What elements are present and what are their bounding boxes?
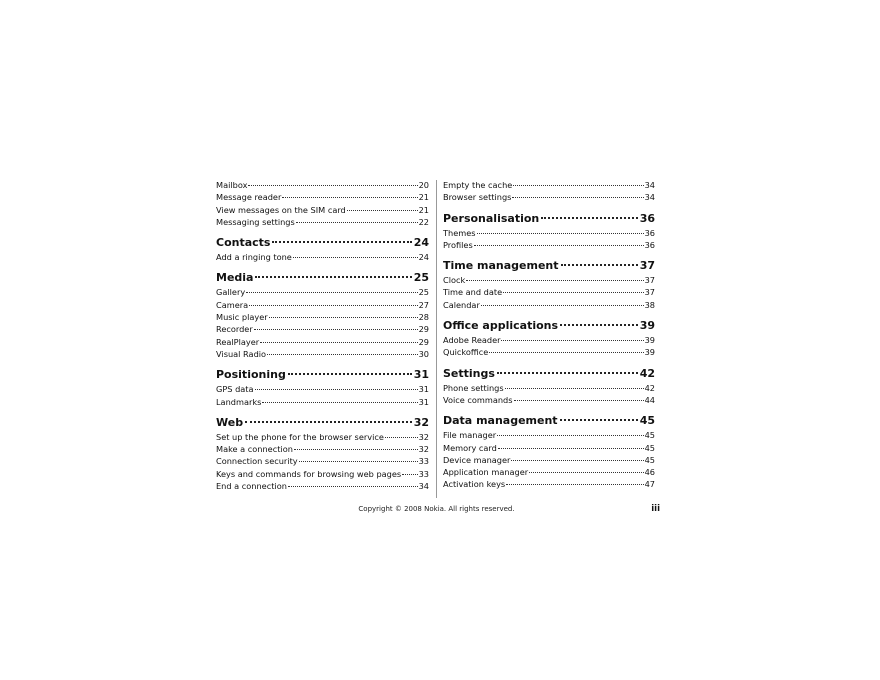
toc-entry-page-number: 30	[418, 348, 429, 359]
toc-section-heading-title: Personalisation	[443, 211, 540, 225]
dot-leader	[477, 233, 644, 234]
toc-entry-page-number: 36	[644, 239, 655, 250]
toc-entry-title: Add a ringing tone	[216, 252, 292, 263]
dot-leader	[529, 472, 643, 473]
toc-entry-title: Connection security	[216, 456, 298, 467]
dot-leader	[489, 352, 643, 353]
toc-entry-page-number: 21	[418, 204, 429, 215]
dot-leader	[296, 222, 418, 223]
dot-leader	[249, 305, 417, 306]
toc-section-heading-title: Data management	[443, 414, 558, 428]
toc-entry-page-number: 22	[418, 216, 429, 227]
dot-leader	[402, 474, 417, 475]
toc-entry[interactable]	[216, 286, 429, 298]
toc-entry-page-number: 37	[644, 275, 655, 286]
toc-entry-title: Make a connection	[216, 444, 293, 455]
toc-entry-page-number: 39	[644, 347, 655, 358]
dot-leader	[282, 197, 417, 198]
dot-leader	[560, 419, 638, 421]
toc-entry[interactable]	[216, 191, 429, 203]
toc-entry-title: Adobe Reader	[443, 335, 501, 346]
toc-section-heading[interactable]	[443, 318, 655, 333]
toc-entry-title: Visual Radio	[216, 348, 267, 359]
toc-entry-title: Set up the phone for the browser service	[216, 431, 384, 442]
toc-entry[interactable]	[443, 286, 655, 298]
dot-leader	[541, 217, 637, 219]
toc-section-heading-page-number: 37	[639, 259, 655, 273]
dot-leader	[505, 388, 644, 389]
toc-section-heading[interactable]	[216, 235, 429, 250]
toc-entry-page-number: 21	[418, 192, 429, 203]
dot-leader	[497, 372, 638, 374]
dot-leader	[254, 329, 418, 330]
dot-leader	[288, 486, 418, 487]
toc-entry-title: Clock	[443, 275, 466, 286]
dot-leader	[506, 484, 643, 485]
toc-entry[interactable]	[443, 394, 655, 406]
toc-right-column	[443, 179, 655, 491]
toc-entry[interactable]	[443, 227, 655, 239]
toc-section-heading-page-number: 42	[639, 366, 655, 380]
toc-entry[interactable]	[216, 323, 429, 335]
toc-section-heading-page-number: 25	[413, 271, 429, 285]
toc-entry-title: Voice commands	[443, 394, 513, 405]
toc-entry-page-number: 42	[644, 382, 655, 393]
toc-entry-title: GPS data	[216, 384, 254, 395]
toc-entry[interactable]	[443, 478, 655, 490]
toc-section-heading-page-number: 24	[413, 236, 429, 250]
toc-entry-title: Activation keys	[443, 479, 506, 490]
toc-section-heading-page-number: 32	[413, 415, 429, 429]
toc-entry[interactable]	[216, 480, 429, 492]
toc-entry-page-number: 45	[644, 442, 655, 453]
toc-entry-page-number: 46	[644, 467, 655, 478]
dot-leader	[385, 437, 418, 438]
dot-leader	[512, 197, 643, 198]
toc-section-heading[interactable]	[443, 258, 655, 273]
toc-entry-title: Themes	[443, 227, 476, 238]
dot-leader	[293, 257, 418, 258]
dot-leader	[248, 185, 417, 186]
toc-entry-title: Memory card	[443, 442, 497, 453]
toc-section-heading[interactable]	[443, 413, 655, 428]
toc-entry[interactable]	[216, 396, 429, 408]
column-divider	[436, 180, 437, 498]
dot-leader	[288, 373, 412, 375]
toc-entry[interactable]	[443, 334, 655, 346]
toc-section-heading-title: Positioning	[216, 368, 286, 382]
dot-leader	[561, 264, 638, 266]
toc-entry-title: Empty the cache	[443, 180, 513, 190]
dot-leader	[513, 185, 643, 186]
toc-entry[interactable]	[216, 311, 429, 323]
toc-section-heading[interactable]	[216, 367, 429, 382]
toc-section-heading[interactable]	[216, 415, 429, 430]
dot-leader	[299, 461, 418, 462]
toc-entry-title: Time and date	[443, 287, 503, 298]
toc-entry-page-number: 32	[418, 444, 429, 455]
toc-entry[interactable]	[443, 274, 655, 286]
toc-section-heading[interactable]	[443, 366, 655, 381]
toc-entry-page-number: 36	[644, 227, 655, 238]
dot-leader	[498, 448, 644, 449]
toc-entry-title: Application manager	[443, 467, 529, 478]
dot-leader	[267, 354, 418, 355]
dot-leader	[255, 389, 418, 390]
dot-leader	[269, 317, 418, 318]
toc-entry-title: Camera	[216, 299, 249, 310]
toc-entry[interactable]	[443, 429, 655, 441]
toc-entry[interactable]	[216, 216, 429, 228]
toc-entry[interactable]	[216, 383, 429, 395]
toc-section-heading-page-number: 45	[639, 414, 655, 428]
dot-leader	[503, 292, 643, 293]
toc-entry-page-number: 33	[418, 456, 429, 467]
toc-entry-title: Profiles	[443, 239, 473, 250]
toc-entry[interactable]	[216, 204, 429, 216]
toc-entry-page-number: 34	[644, 192, 655, 203]
toc-entry-title: File manager	[443, 430, 497, 441]
toc-entry-page-number: 37	[644, 287, 655, 298]
toc-entry[interactable]	[216, 251, 429, 263]
toc-entry-title: Device manager	[443, 454, 511, 465]
toc-entry-page-number: 24	[418, 252, 429, 263]
toc-entry[interactable]	[443, 454, 655, 466]
toc-section-heading-page-number: 36	[639, 211, 655, 225]
toc-entry-page-number: 29	[418, 336, 429, 347]
toc-section-heading-page-number: 31	[413, 368, 429, 382]
toc-entry[interactable]	[443, 239, 655, 251]
dot-leader	[474, 245, 644, 246]
toc-entry-page-number: 28	[418, 312, 429, 323]
dot-leader	[497, 435, 643, 436]
toc-entry-page-number: 25	[418, 287, 429, 298]
toc-section-heading-title: Contacts	[216, 236, 271, 250]
toc-section-heading-title: Office applications	[443, 319, 559, 333]
dot-leader	[272, 241, 411, 243]
toc-entry[interactable]	[443, 179, 655, 191]
toc-entry-page-number: 31	[418, 396, 429, 407]
toc-entry-page-number: 38	[644, 299, 655, 310]
toc-entry[interactable]	[443, 299, 655, 311]
toc-entry-title: Messaging settings	[216, 216, 295, 227]
toc-entry[interactable]	[216, 179, 429, 191]
dot-leader	[560, 324, 638, 326]
toc-entry-page-number: 45	[644, 454, 655, 465]
toc-entry-title: Music player	[216, 312, 268, 323]
dot-leader	[262, 402, 417, 403]
toc-entry-title: End a connection	[216, 481, 287, 492]
toc-entry[interactable]	[443, 346, 655, 358]
toc-entry-title: View messages on the SIM card	[216, 204, 346, 215]
toc-section-heading-title: Time management	[443, 259, 559, 273]
toc-entry[interactable]	[216, 468, 429, 480]
dot-leader	[255, 276, 411, 278]
dot-leader	[246, 292, 417, 293]
dot-leader	[466, 280, 643, 281]
toc-entry[interactable]	[216, 431, 429, 443]
dot-leader	[260, 342, 417, 343]
toc-entry-page-number: 31	[418, 384, 429, 395]
toc-entry-page-number: 27	[418, 299, 429, 310]
toc-section-heading-title: Web	[216, 415, 244, 429]
dot-leader	[294, 449, 418, 450]
toc-section-heading[interactable]	[216, 270, 429, 285]
toc-entry-page-number: 44	[644, 394, 655, 405]
toc-entry-title: Message reader	[216, 192, 282, 203]
toc-entry-title: RealPlayer	[216, 336, 260, 347]
toc-entry[interactable]	[216, 455, 429, 467]
dot-leader	[511, 460, 643, 461]
toc-entry-title: Keys and commands for browsing web pages	[216, 468, 402, 479]
toc-entry[interactable]	[216, 336, 429, 348]
dot-leader	[347, 210, 418, 211]
page-number: iii	[651, 504, 660, 514]
toc-section-heading[interactable]	[443, 211, 655, 226]
toc-entry[interactable]	[216, 443, 429, 455]
toc-section-heading-title: Media	[216, 271, 254, 285]
toc-entry-page-number: 33	[418, 468, 429, 479]
toc-entry-title: Browser settings	[443, 192, 512, 203]
toc-entry-title: Landmarks	[216, 396, 262, 407]
toc-entry-page-number: 34	[644, 180, 655, 190]
toc-entry-page-number: 32	[418, 431, 429, 442]
dot-leader	[514, 400, 644, 401]
toc-entry-title: Mailbox	[216, 180, 248, 190]
toc-entry-page-number: 29	[418, 324, 429, 335]
toc-entry[interactable]	[443, 466, 655, 478]
toc-entry-title: Phone settings	[443, 382, 504, 393]
toc-entry[interactable]	[443, 191, 655, 203]
toc-entry-title: Recorder	[216, 324, 253, 335]
toc-entry-page-number: 47	[644, 479, 655, 490]
toc-left-column	[216, 179, 429, 492]
toc-entry-page-number: 45	[644, 430, 655, 441]
copyright-notice: Copyright © 2008 Nokia. All rights reserved.	[358, 505, 515, 513]
toc-entry-page-number: 34	[418, 481, 429, 492]
dot-leader	[245, 421, 412, 423]
toc-entry-page-number: 20	[418, 180, 429, 190]
toc-entry-title: Gallery	[216, 287, 246, 298]
dot-leader	[501, 340, 643, 341]
toc-section-heading-page-number: 39	[639, 319, 655, 333]
dot-leader	[481, 305, 644, 306]
toc-section-heading-title: Settings	[443, 366, 495, 380]
toc-entry[interactable]	[443, 442, 655, 454]
toc-entry[interactable]	[216, 348, 429, 360]
toc-entry-title: Calendar	[443, 299, 480, 310]
toc-entry-page-number: 39	[644, 335, 655, 346]
toc-entry[interactable]	[443, 382, 655, 394]
toc-entry-title: Quickoffice	[443, 347, 489, 358]
toc-entry[interactable]	[216, 299, 429, 311]
